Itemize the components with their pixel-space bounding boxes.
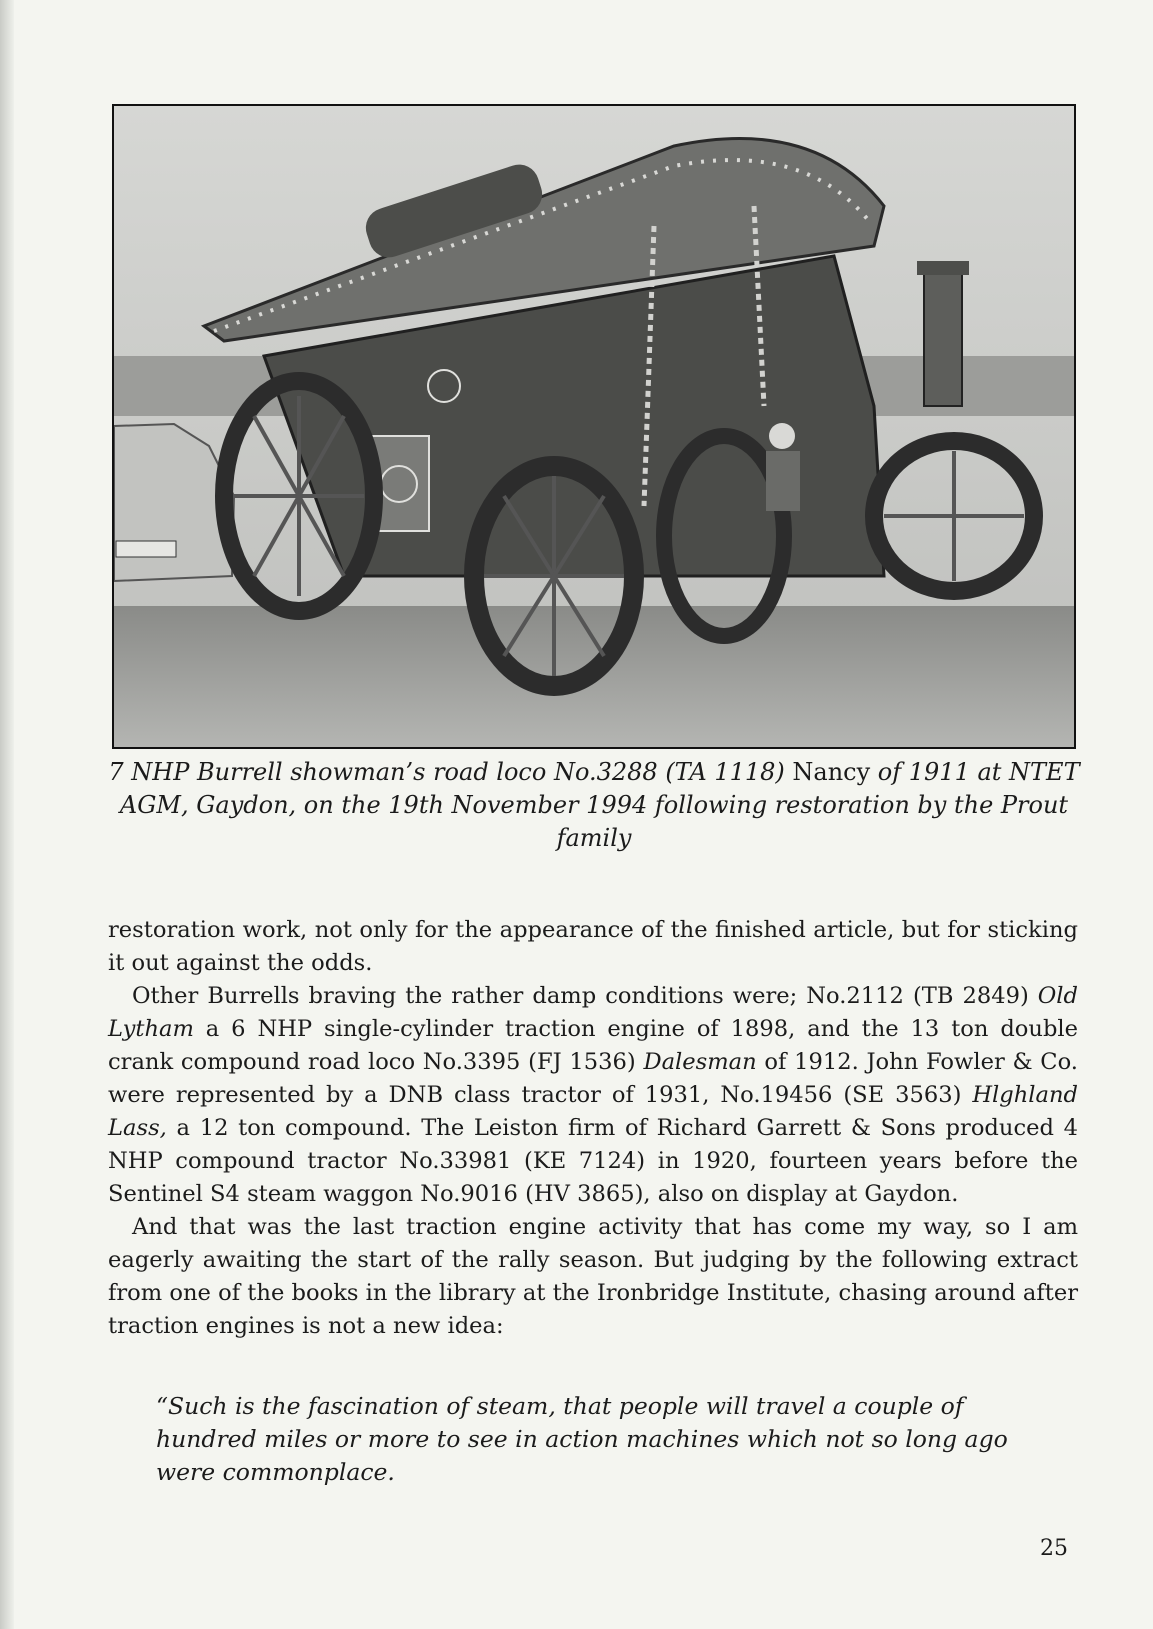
engine-name-highland-lass: Hlghland Lass, [108,1082,1078,1141]
article-body [108,914,1078,1343]
block-quote: “Such is the fascination of steam, that people will travel a couple of hundred miles or more to see in action machines which not so long ago were commonplace. [156,1392,1008,1486]
caption-part-1: 7 NHP Burrell showman’s road loco No.3288 (TA 1118) [108,758,793,786]
paragraph-2-text-g: a 12 ton compound. The Leiston firm of Richard Garrett & Sons produced 4 NHP compound tractor No.33981 (KE 7124) in 1920, fourteen years before the Sentinel S4 steam waggon No.9016 (HV 3865), also on display at Gaydon. [108,1115,1078,1207]
engine-name-dalesman: Dalesman [643,1049,757,1075]
paragraph-2-text-a: Other Burrells braving the rather damp conditions were; No.2112 (TB 2849) [132,983,1038,1009]
page-gutter-shadow [0,0,14,1629]
page-number: 25 [1040,1536,1068,1561]
caption-engine-name: Nancy [792,758,871,786]
photo-caption [104,756,1084,855]
caption-part-2: of 1911 at NTET AGM, Gaydon, on the 19th November 1994 following restoration by the Prout family [119,758,1080,852]
engine-name-old-lytham: Old Lytham [108,983,1078,1042]
paragraph-2 [108,980,1078,1211]
paragraph-1: restoration work, not only for the appearance of the finished article, but for sticking it out against the odds. [108,917,1078,976]
paragraph-2-text-c: a 6 NHP single-cylinder traction engine of 1898, and the 13 ton double crank compound road loco No.3395 (FJ 1536) [108,1016,1078,1075]
paragraph-3: And that was the last traction engine activity that has come my way, so I am eagerly awaiting the start of the rally season. But judging by the following extract from one of the books in the library at the Ironbridge Institute, chasing around after traction engines is not a new idea: [108,1214,1078,1339]
engine-photograph [112,104,1076,749]
paragraph-2-text-e: of 1912. John Fowler & Co. were represented by a DNB class tractor of 1931, No.19456 (SE 3563) [108,1049,1078,1108]
